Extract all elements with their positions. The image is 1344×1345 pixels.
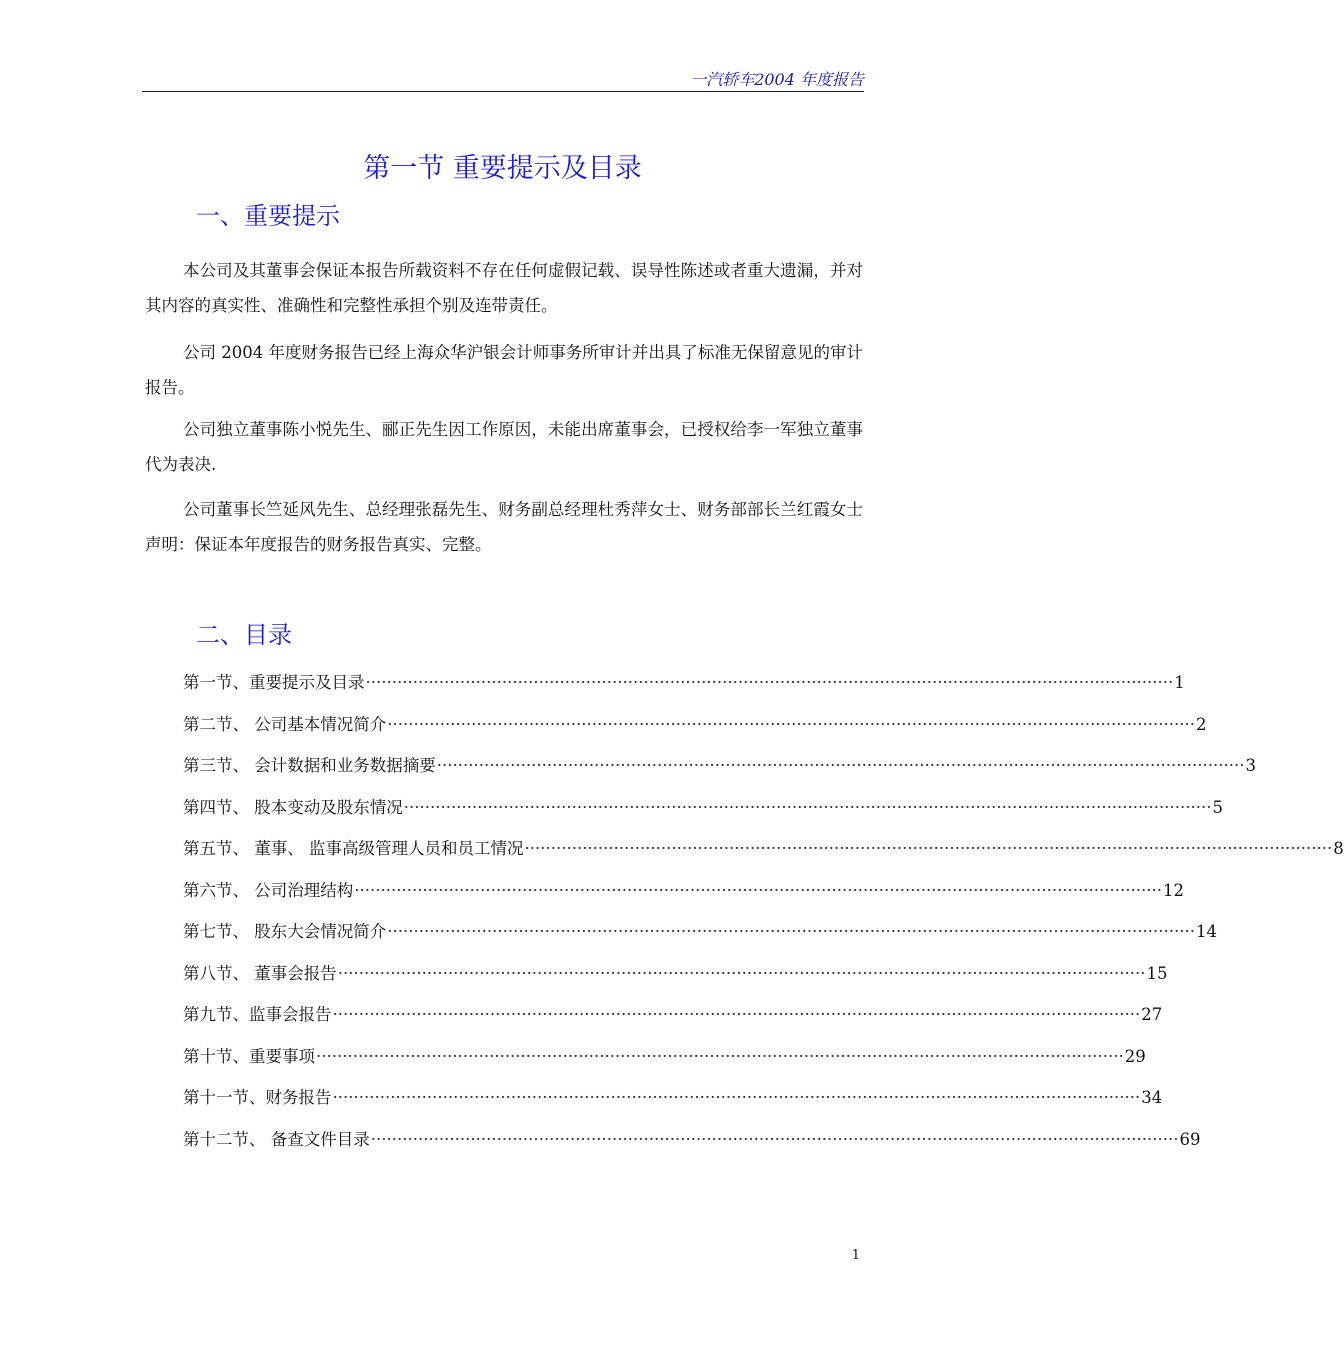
toc-dot-leader: ·························································································································································· [370,1129,1179,1149]
toc-dot-leader: ·························································································································································· [337,963,1146,983]
toc-entry-label: 第六节、 公司治理结构 [183,880,354,900]
toc-entry-page: 12 [1162,880,1184,900]
toc-dot-leader: ·························································································································································· [316,1046,1124,1066]
report-header-title: 一汽轿车2004 年度报告 [690,70,864,89]
toc-entry[interactable] [183,877,1184,919]
notice-paragraph-1: 本公司及其董事会保证本报告所载资料不存在任何虚假记载、误导性陈述或者重大遗漏，并对其内容的真实性、准确性和完整性承担个别及连带责任。 [145,261,863,315]
toc-entry-label: 第一节、重要提示及目录 [183,673,365,692]
toc-entry-page: 8 [1333,839,1344,858]
toc-entry-page: 14 [1195,922,1217,941]
toc-entry[interactable] [183,835,1344,877]
toc-entry-label: 第十一节、财务报告 [183,1088,332,1107]
toc-dot-leader: ·························································································································································· [332,1005,1141,1024]
toc-entry-label: 第四节、 股本变动及股东情况 [183,797,403,817]
toc-entry-page: 1 [1174,673,1185,692]
toc-entry[interactable] [183,752,1256,794]
header-divider [142,91,864,92]
toc-dot-leader: ·························································································································································· [436,756,1245,775]
toc-entry-label: 第十节、重要事项 [183,1046,315,1066]
toc-entry[interactable] [183,1084,1163,1126]
important-notice-heading: 一、重要提示 [196,202,340,230]
toc-entry[interactable] [183,918,1217,960]
toc-entry[interactable] [183,960,1168,1002]
toc-entry-page: 34 [1141,1088,1163,1107]
toc-entry[interactable] [183,794,1223,836]
toc-dot-leader: ·························································································································································· [365,673,1174,692]
toc-dot-leader: ·························································································································································· [524,839,1333,858]
toc-dot-leader: ·························································································································································· [387,714,1195,734]
toc-entry-label: 第二节、 公司基本情况简介 [183,714,387,734]
toc-entry[interactable] [183,1126,1201,1168]
toc-entry[interactable] [183,1001,1163,1043]
toc-dot-leader: ·························································································································································· [403,797,1212,817]
notice-paragraph-3: 公司独立董事陈小悦先生、郦正先生因工作原因，未能出席董事会，已授权给李一军独立董事代为表决. [145,420,863,474]
toc-dot-leader: ·························································································································································· [387,922,1195,941]
section-title: 第一节 重要提示及目录 [363,153,642,184]
toc-entry-label: 第七节、 股东大会情况简介 [183,922,387,941]
toc-entry[interactable] [183,711,1207,753]
toc-dot-leader: ·························································································································································· [332,1088,1141,1107]
notice-paragraph-4: 公司董事长竺延风先生、总经理张磊先生、财务副总经理杜秀萍女士、财务部部长兰红霞女士声明：保证本年度报告的财务报告真实、完整。 [145,500,863,554]
table-of-contents [183,669,1344,1167]
toc-entry-page: 5 [1212,797,1223,817]
toc-entry[interactable] [183,669,1185,711]
toc-entry-page: 15 [1146,963,1168,983]
notice-paragraph-2: 公司 2004 年度财务报告已经上海众华沪银会计师事务所审计并出具了标准无保留意见的审计报告。 [145,343,863,397]
toc-heading: 二、目录 [196,621,292,649]
toc-entry-label: 第五节、 董事、 监事高级管理人员和员工情况 [183,839,524,858]
toc-entry-label: 第三节、 会计数据和业务数据摘要 [183,756,436,775]
toc-entry-label: 第八节、 董事会报告 [183,963,337,983]
toc-entry-page: 3 [1245,756,1256,775]
page-number: 1 [851,1248,860,1263]
toc-dot-leader: ·························································································································································· [354,880,1162,900]
toc-entry-page: 29 [1124,1046,1146,1066]
toc-entry-page: 27 [1141,1005,1163,1024]
toc-entry-label: 第九节、监事会报告 [183,1005,332,1024]
toc-entry-page: 2 [1195,714,1207,734]
toc-entry-page: 69 [1179,1129,1201,1149]
toc-entry-label: 第十二节、 备查文件目录 [183,1129,370,1149]
toc-entry[interactable] [183,1043,1146,1085]
